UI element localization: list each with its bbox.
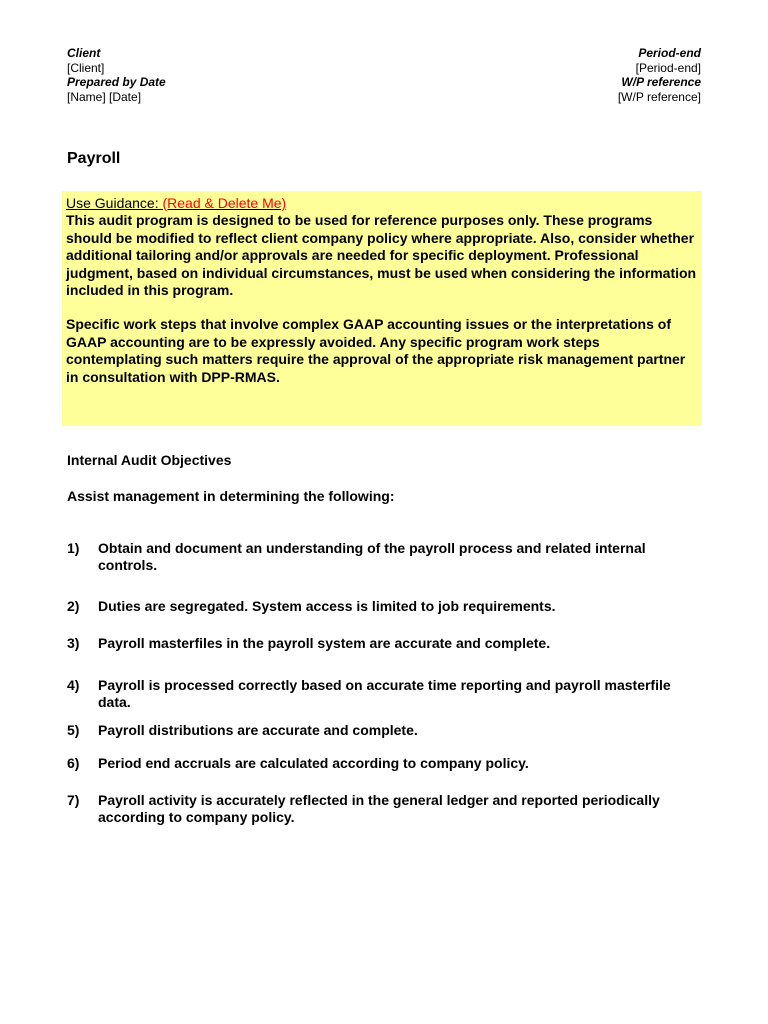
guidance-paragraph-1: This audit program is designed to be used for reference purposes only. These programs should be modified to reflect client company policy where appropriate. Also, consider whether additional tailoring and/or approvals are needed for specific deployment. Professional judgment, based on individual circumstances, must be used when considering the information included in this program. [66,212,697,299]
objective-number: 4) [67,677,80,693]
objective-number: 1) [67,540,80,556]
prepared-by-value: [Name] [Date] [67,89,142,104]
guidance-heading-note: (Read & Delete Me) [162,195,287,211]
header-left [67,46,166,104]
objective-item [67,722,707,739]
objective-number: 3) [67,635,80,651]
period-end-value: [Period-end] [635,60,701,75]
objective-number: 5) [67,722,80,738]
client-value: [Client] [67,60,105,75]
prepared-by-label: Prepared by Date [67,75,166,89]
guidance-heading [66,195,286,211]
guidance-heading-label: Use Guidance: [66,195,159,211]
wp-reference-label: W/P reference [621,75,701,89]
header-right [618,46,701,104]
objectives-title: Internal Audit Objectives [67,452,232,468]
objective-item [67,598,707,615]
objective-text: Payroll is processed correctly based on accurate time reporting and payroll masterfile data. [98,677,671,710]
objective-item [67,755,707,772]
period-end-label: Period-end [638,46,701,60]
objective-item [67,540,707,574]
objective-item [67,635,707,652]
objectives-intro: Assist management in determining the following: [67,488,395,504]
wp-reference-value: [W/P reference] [617,89,701,104]
objective-number: 2) [67,598,80,614]
objective-text: Duties are segregated. System access is limited to job requirements. [98,598,556,614]
objective-text: Payroll masterfiles in the payroll system are accurate and complete. [98,635,551,651]
page-title: Payroll [67,150,121,167]
objective-text: Payroll distributions are accurate and complete. [98,722,418,738]
objective-item [67,677,707,711]
use-guidance-box [62,191,702,426]
client-label: Client [67,46,101,60]
objective-text: Obtain and document an understanding of the payroll process and related internal controls. [98,540,646,573]
objective-text: Payroll activity is accurately reflected in the general ledger and reported periodically according to company policy. [98,792,660,825]
objective-text: Period end accruals are calculated according to company policy. [98,755,529,771]
guidance-paragraph-2: Specific work steps that involve complex GAAP accounting issues or the interpretations of GAAP accounting are to be expressly avoided. Any specific program work steps contemplating such matters require the approval of the appropriate risk management partner in consultation with DPP-RMAS. [66,316,686,385]
objective-item [67,792,707,826]
objective-number: 7) [67,792,80,808]
objective-number: 6) [67,755,80,771]
